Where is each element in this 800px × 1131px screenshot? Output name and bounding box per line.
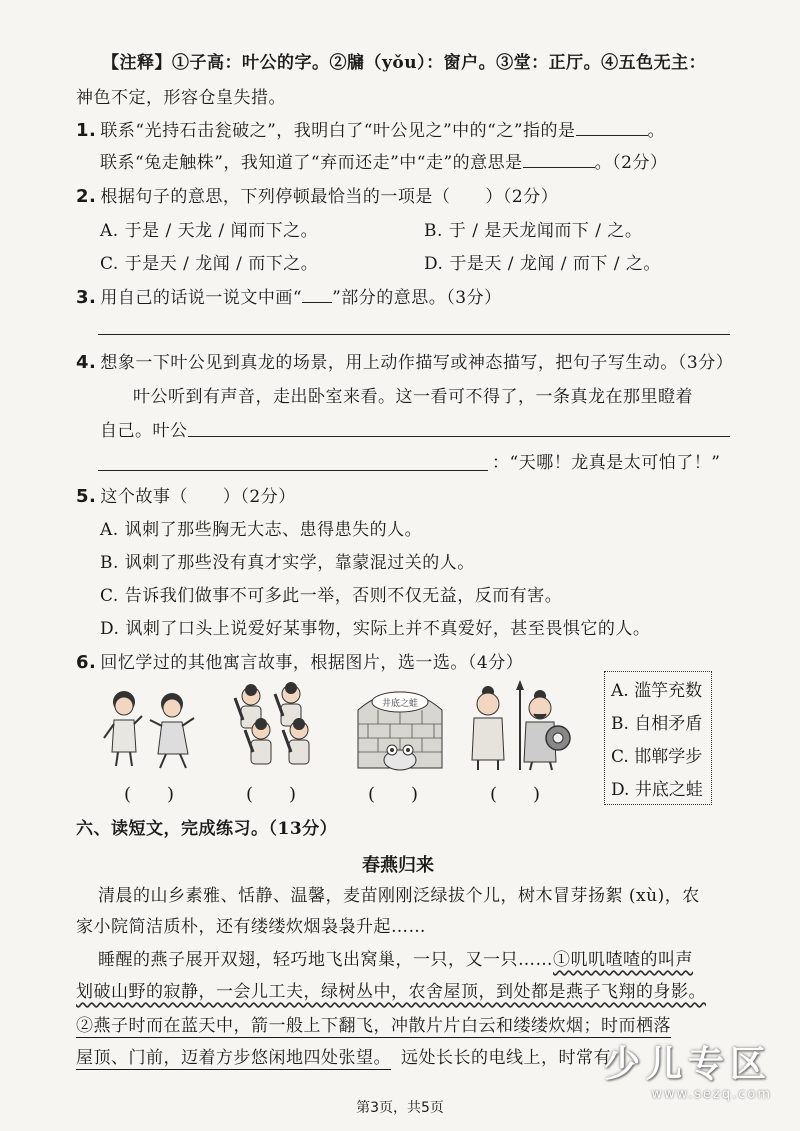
question-3: 3. 用自己的话说一说文中画“ ”部分的意思。（3分） xyxy=(76,287,502,308)
idiom-choices-box xyxy=(604,671,712,805)
question-5: 5. 这个故事（ ）（2分） xyxy=(76,486,296,507)
q2-option-b[interactable]: B. 于 / 是天龙闻而下 / 之。 xyxy=(424,221,643,241)
wavy-underlined-sentence-1: ①叽叽喳喳的叫声 xyxy=(553,950,693,970)
passage-p3-line2: 屋顶、门前，迈着方步悠闲地四处张望。 远处长长的电线上，时常有 xyxy=(76,1048,611,1068)
underline-marker xyxy=(302,286,332,303)
site-watermark: 少儿专区 www.sezq.com xyxy=(603,1044,772,1102)
q5-option-b[interactable]: B. 讽刺了那些没有真才实学，靠蒙混过关的人。 xyxy=(100,553,475,573)
q2-option-d[interactable]: D. 于是天 / 龙闻 / 而下 / 之。 xyxy=(424,254,661,274)
q2-option-a[interactable]: A. 于是 / 天龙 / 闻而下之。 xyxy=(100,221,319,241)
q4-paragraph-end: ：“天哪！龙真是太可怕了！” xyxy=(492,453,721,473)
q5-option-c[interactable]: C. 告诉我们做事不可多此一举，否则不仅无益，反而有害。 xyxy=(100,586,563,606)
answer-line-4b[interactable] xyxy=(98,470,488,471)
spear-and-shield-seller-picture xyxy=(462,680,572,772)
answer-line-4a[interactable] xyxy=(188,436,730,437)
answer-blank-1b[interactable] xyxy=(523,151,595,168)
two-children-walking-picture xyxy=(100,680,200,772)
q5-option-a[interactable]: A. 讽刺了那些胸无大志、患得患失的人。 xyxy=(100,520,423,540)
answer-line-3[interactable] xyxy=(98,334,730,335)
choice-d[interactable]: D. 井底之蛙 xyxy=(611,780,703,800)
passage-p3-line1 xyxy=(76,1013,671,1039)
annotation-line-1: 【注释】①子高：叶公的字。②牖（yǒu）：窗户。③堂：正厅。④五色无主： xyxy=(102,53,707,73)
picture-2-answer[interactable]: ( ) xyxy=(246,784,297,805)
picture-3-answer[interactable]: ( ) xyxy=(368,784,419,805)
page-number: 第3页，共5页 xyxy=(356,1100,444,1116)
passage-p2-line2: 划破山野的寂静，一会儿工夫，绿树丛中，农舍屋顶，到处都是燕子飞翔的身影。 xyxy=(76,982,706,1002)
underlined-sentence-2: ②燕子时而在蓝天中，箭一般上下翻飞，冲散片片白云和缕缕炊烟；时而栖落 xyxy=(76,1016,671,1036)
choice-a[interactable]: A. 滥竽充数 xyxy=(611,681,703,701)
annotation-line-2: 神色不定，形容仓皇失措。 xyxy=(76,88,286,108)
q5-option-d[interactable]: D. 讽刺了口头上说爱好某事物，实际上并不真爱好，甚至畏惧它的人。 xyxy=(100,619,651,639)
q2-option-c[interactable]: C. 于是天 / 龙闻 / 而下之。 xyxy=(100,254,319,274)
choice-c[interactable]: C. 邯郸学步 xyxy=(611,747,703,767)
question-1a: 1. 联系“光持石击瓮破之”，我明白了“叶公见之”中的“之”指的是 。 xyxy=(76,120,666,141)
question-2: 2. 根据句子的意思，下列停顿最恰当的一项是（ ）（2分） xyxy=(76,186,559,207)
q4-paragraph-2: 自己。叶公 xyxy=(100,421,188,441)
musicians-playing-yu-picture xyxy=(225,680,325,772)
picture-4-answer[interactable]: ( ) xyxy=(490,784,541,805)
passage-p1-line1: 清晨的山乡素雅、恬静、温馨，麦苗刚刚泛绿拔个儿，树木冒芽扬絮 (xù)，农 xyxy=(98,886,700,906)
answer-blank-1a[interactable] xyxy=(576,119,648,136)
question-4: 4. 想象一下叶公见到真龙的场景，用上动作描写或神态描写，把句子写生动。（3分） xyxy=(76,352,734,373)
question-6: 6. 回忆学过的其他寓言故事，根据图片，选一选。（4分） xyxy=(76,652,524,673)
svg-text:井底之蛙: 井底之蛙 xyxy=(381,699,419,709)
choice-b[interactable]: B. 自相矛盾 xyxy=(611,714,703,734)
frog-in-well-picture xyxy=(350,680,450,772)
question-1b: 联系“兔走触株”，我知道了“弃而还走”中“走”的意思是 。（2分） xyxy=(100,153,668,173)
section-6-heading: 六、读短文，完成练习。（13分） xyxy=(76,819,338,839)
picture-1-answer[interactable]: ( ) xyxy=(124,784,175,805)
passage-title: 春燕归来 xyxy=(362,855,434,876)
passage-p2-line1: 睡醒的燕子展开双翅，轻巧地飞出窝巢，一只，又一只……①叽叽喳喳的叫声 xyxy=(98,950,693,970)
passage-p1-line2: 家小院简洁质朴，还有缕缕炊烟袅袅升起…… xyxy=(76,917,426,937)
q4-paragraph-1: 叶公听到有声音，走出卧室来看。这一看可不得了，一条真龙在那里瞪着 xyxy=(133,387,693,407)
